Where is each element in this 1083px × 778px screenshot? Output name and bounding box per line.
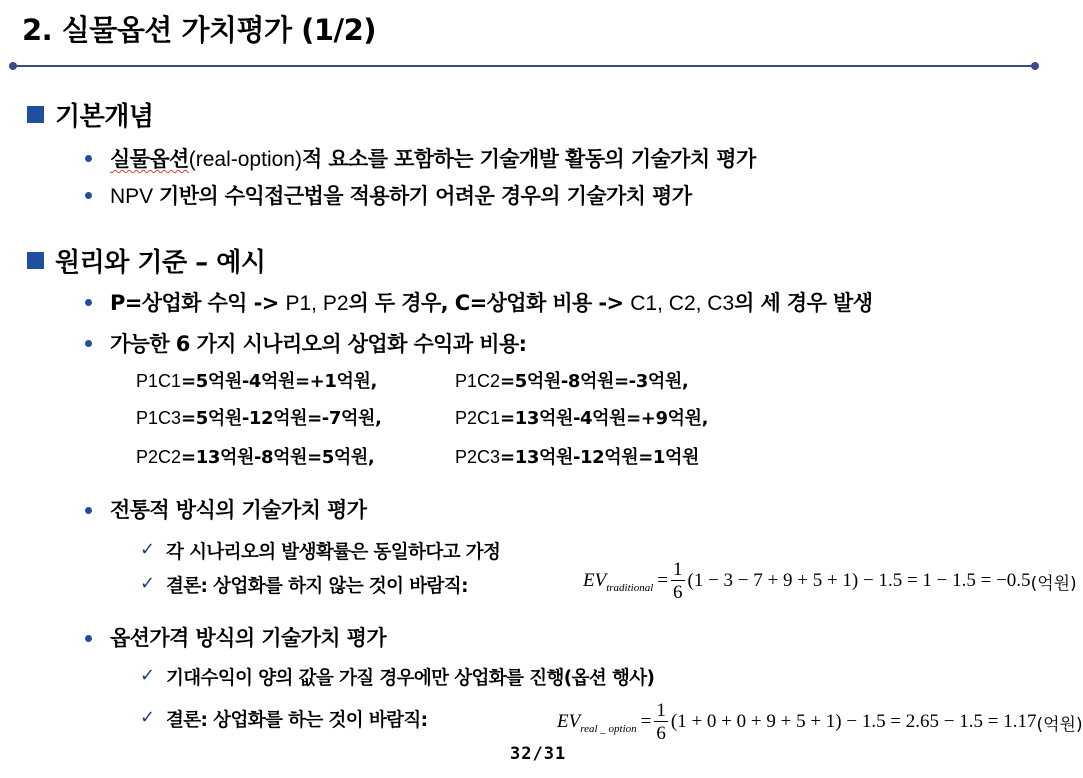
dot-bullet-icon xyxy=(85,299,92,306)
scenario-case: P2C1=13억원-4억원=+9억원, xyxy=(455,408,709,429)
check-item-text: 결론: 상업화를 하는 것이 바람직: xyxy=(166,710,428,731)
scenario-case: P2C2=13억원-8억원=5억원, xyxy=(136,447,375,468)
bullet-text: NPV 기반의 수익접근법을 적용하기 어려운 경우의 기술가치 평가 xyxy=(110,184,692,208)
section-heading-basic-concept: 기본개념 xyxy=(55,102,154,132)
section-square-icon xyxy=(27,106,44,123)
check-item-text: 기대수익이 양의 값을 가질 경우에만 상업화를 진행(옵션 행사) xyxy=(166,668,655,689)
scenario-case: P1C1=5억원-4억원=+1억원, xyxy=(136,371,377,392)
check-icon: ✓ xyxy=(140,539,156,560)
section-square-icon xyxy=(27,252,44,269)
bullet-text: 실물옵션(real-option)적 요소를 포함하는 기술개발 활동의 기술가치 평가 xyxy=(110,147,756,171)
section-heading-principle: 원리와 기준 – 예시 xyxy=(55,248,266,278)
check-icon: ✓ xyxy=(140,707,156,728)
check-icon: ✓ xyxy=(140,665,156,686)
scenario-case: P1C3=5억원-12억원=-7억원, xyxy=(136,408,382,429)
page-number: 32/31 xyxy=(510,744,567,764)
check-item-text: 결론: 상업화를 하지 않는 것이 바람직: xyxy=(166,576,468,597)
dot-bullet-icon xyxy=(85,340,92,347)
check-item-text: 각 시나리오의 발생확률은 동일하다고 가정 xyxy=(166,542,501,563)
slide-title: 2. 실물옵션 가치평가 (1/2) xyxy=(22,13,377,47)
ev-real-option-formula: EV real _ option = $\frac{1}{6}$ (1 + 0 + 0 + 9 + 5 + 1) − 1.5 = 2.65 − 1.5 = 1.17 (억원) xyxy=(557,700,1083,744)
dot-bullet-icon xyxy=(85,155,92,162)
bullet-text: 전통적 방식의 기술가치 평가 xyxy=(110,498,367,522)
check-icon: ✓ xyxy=(140,573,156,594)
ev-traditional-formula: EV traditional = $\frac{1}{6}$ (1 − 3 − 7 + 9 + 5 + 1) − 1.5 = 1 − 1.5 = −0.5 (억원) xyxy=(583,559,1077,603)
scenario-case: P2C3=13억원-12억원=1억원 xyxy=(455,447,700,468)
dot-bullet-icon xyxy=(85,635,92,642)
bullet-text: 가능한 6 가지 시나리오의 상업화 수익과 비용: xyxy=(110,332,527,356)
scenario-case: P1C2=5억원-8억원=-3억원, xyxy=(455,371,689,392)
dot-bullet-icon xyxy=(85,507,92,514)
title-divider xyxy=(12,65,1036,67)
divider-right-dot xyxy=(1031,62,1039,70)
bullet-text: 옵션가격 방식의 기술가치 평가 xyxy=(110,626,387,650)
dot-bullet-icon xyxy=(85,192,92,199)
divider-left-dot xyxy=(9,62,17,70)
bullet-text: P=상업화 수익 -> P1, P2의 두 경우, C=상업화 비용 -> C1, C2, C3의 세 경우 발생 xyxy=(110,291,873,315)
